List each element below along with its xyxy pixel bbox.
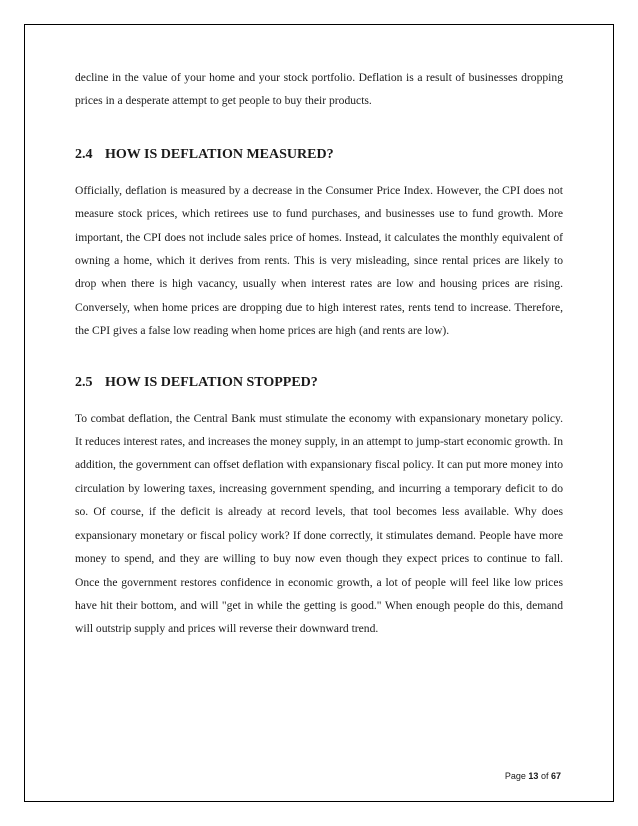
section-heading-measured	[75, 145, 563, 165]
stopped-paragraph: To combat deflation, the Central Bank must stimulate the economy with expansionary monetary policy. It reduces interest rates, and increases the money supply, in an attempt to jump-start economic growth. In addition, the government can offset deflation with expansionary fiscal policy. It can put more money into circulation by lowering taxes, increasing government spending, and incurring a temporary deficit to do so. Of course, if the deficit is already at record levels, that tool becomes less available. Why does expansionary monetary or fiscal policy work? If done correctly, it stimulates demand. People have more money to spend, and they are willing to buy now even though they expect prices to continue to fall. Once the government restores confidence in economic growth, a lot of people will feel like low prices have hit their bottom, and will "get in while the getting is good." When enough people do this, demand will outstrip supply and prices will reverse their downward trend.	[75, 411, 563, 636]
current-page: 13	[528, 771, 539, 781]
section-number: 2.5	[75, 374, 93, 390]
section-heading-stopped	[75, 373, 563, 393]
section-title: HOW IS DEFLATION MEASURED?	[105, 146, 334, 162]
intro-paragraph: decline in the value of your home and your stock portfolio. Deflation is a result of businesses dropping prices in a desperate attempt to get people to buy their products.	[75, 71, 563, 108]
measured-paragraph: Officially, deflation is measured by a decrease in the Consumer Price Index. However, the CPI does not measure stock prices, which retirees use to fund purchases, and businesses use to fund growth. More important, the CPI does not include sales price of homes. Instead, it calculates the monthly equivalent of owning a home, which it derives from rents. This is very misleading, since rental prices are likely to drop when there is high vacancy, usually when interest rates are low and housing prices are rising. Conversely, when home prices are dropping due to high interest rates, rents tend to increase. Therefore, the CPI gives a false low reading when home prices are high (and rents are low).	[75, 183, 563, 338]
section-number: 2.4	[75, 146, 93, 162]
total-pages: 67	[550, 771, 561, 781]
page-content	[75, 66, 563, 641]
page-number	[505, 771, 561, 781]
section-title: HOW IS DEFLATION STOPPED?	[105, 374, 318, 390]
page-separator: of	[540, 771, 549, 781]
page-prefix: Page	[504, 771, 526, 781]
